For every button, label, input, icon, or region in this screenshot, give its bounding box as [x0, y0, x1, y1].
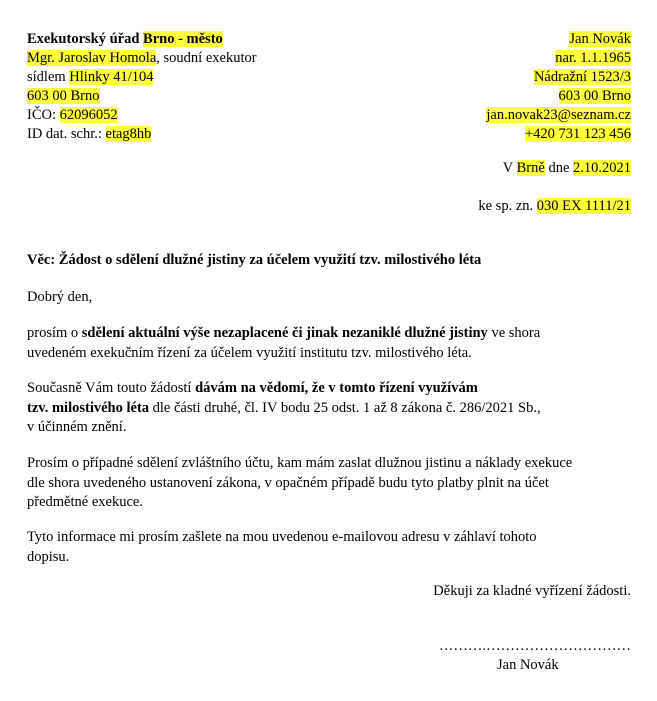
p4-line2: dopisu.	[27, 548, 70, 565]
paragraph-1	[27, 324, 635, 363]
greeting: Dobrý den,	[27, 289, 93, 305]
sender-office	[27, 30, 257, 49]
data-box-label: ID dat. schr.:	[27, 126, 106, 142]
seat-address: Hlinky 41/104	[69, 69, 154, 85]
p3-line1: Prosím o případné sdělení zvláštního účtu, kam mám zaslat dlužnou jistinu a náklady exekuce	[27, 455, 573, 471]
sender-block	[27, 30, 257, 144]
date-prefix: V	[502, 160, 517, 176]
sender-office-prefix: Exekutorský úřad	[27, 31, 144, 47]
ico-value: 62096052	[59, 107, 118, 123]
recipient-name: Jan Novák	[569, 31, 631, 47]
case-line	[478, 198, 631, 215]
p4-line1: Tyto informace mi prosím zašlete na mou uvedenou e-mailovou adresu v záhlaví tohoto	[27, 529, 537, 545]
date-value: 2.10.2021	[573, 160, 631, 176]
closing-line: Děkuji za kladné vyřízení žádosti.	[433, 583, 631, 599]
p2-line3: v účinném znění.	[27, 419, 127, 435]
recipient-block	[486, 30, 631, 144]
p3-line2: dle shora uvedeného ustanovení zákona, v opačném případě budu tyto platby plnit na účet	[27, 474, 549, 491]
executor-title: Mgr.	[27, 50, 59, 66]
date-city: Brně	[516, 160, 545, 176]
case-prefix: ke sp. zn.	[478, 198, 537, 214]
p1-line2: uvedeném exekučním řízení za účelem využití institutu tzv. milostivého léta.	[27, 344, 472, 361]
executor-role: , soudní exekutor	[156, 50, 257, 66]
recipient-phone: +420 731 123 456	[524, 126, 631, 142]
p2-line2-end: dle části druhé, čl. IV bodu 25 odst. 1 až 8 zákona č. 286/2021 Sb.,	[149, 399, 541, 416]
signature-dots: ……….…………………………	[438, 638, 631, 654]
sender-executor	[27, 49, 257, 68]
p1-end: ve shora	[487, 325, 541, 341]
recipient-postal: 603 00 Brno	[558, 88, 631, 104]
p3-line3: předmětné exekuce.	[27, 494, 143, 510]
case-number: 030 EX 1111/21	[536, 198, 631, 214]
sender-ico	[27, 106, 257, 125]
sender-office-city: Brno - město	[143, 31, 223, 47]
date-line	[503, 160, 631, 177]
p2-bold: dávám na vědomí, že v tomto řízení využívám	[195, 380, 478, 396]
sender-seat	[27, 68, 257, 87]
executor-name: Jaroslav Homola	[58, 50, 157, 66]
p2-start: Současně Vám touto žádostí	[27, 380, 196, 396]
paragraph-4	[27, 528, 635, 567]
sender-postal-text: 603 00 Brno	[27, 88, 100, 104]
date-middle: dne	[544, 160, 573, 176]
p2-bold2: tzv. milostivého léta	[27, 399, 150, 416]
p1-start: prosím o	[27, 325, 82, 341]
recipient-birth: nar. 1.1.1965	[555, 50, 631, 66]
signature-name: Jan Novák	[497, 657, 559, 673]
ico-label: IČO:	[27, 107, 60, 123]
paragraph-3	[27, 454, 635, 513]
p1-bold: sdělení aktuální výše nezaplacené či jinak nezaniklé dlužné jistiny	[81, 325, 488, 341]
sender-postal	[27, 87, 257, 106]
recipient-email: jan.novak23@seznam.cz	[486, 107, 631, 123]
subject-line: Věc: Žádost o sdělení dlužné jistiny za účelem využití tzv. milostivého léta	[27, 252, 482, 268]
data-box-value: etag8hb	[105, 126, 152, 142]
seat-label: sídlem	[27, 69, 70, 85]
sender-data-box	[27, 125, 257, 144]
recipient-street: Nádražní 1523/3	[533, 69, 631, 85]
paragraph-2	[27, 379, 635, 438]
